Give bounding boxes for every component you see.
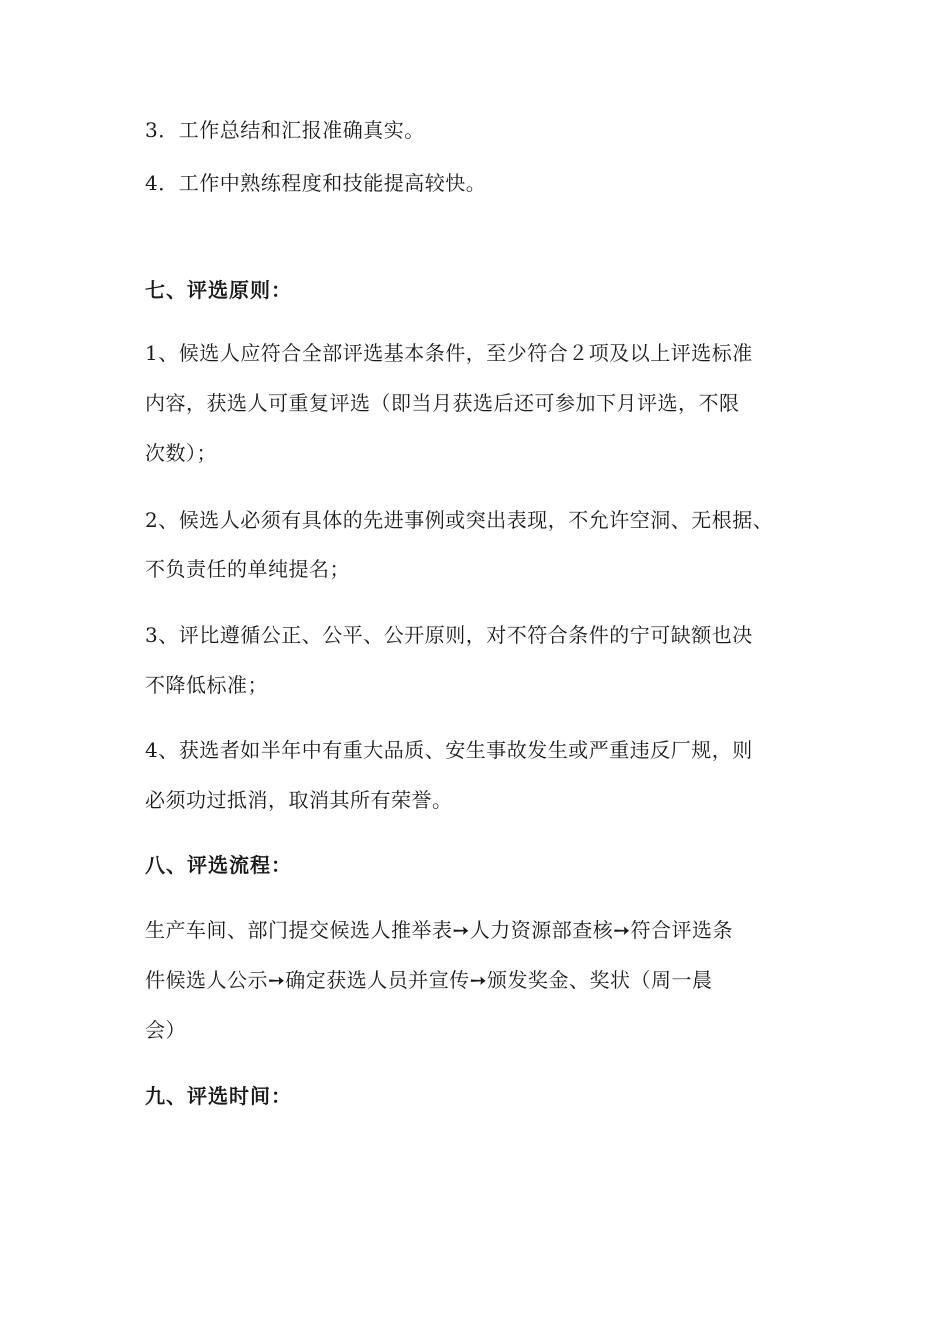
section-8-heading: 八、评选流程： xyxy=(145,853,292,877)
section-7-p4-line2: 必须功过抵消，取消其所有荣誉。 xyxy=(145,788,453,812)
section-7-p1-line3: 次数）； xyxy=(145,441,217,465)
section-7-heading: 七、评选原则： xyxy=(145,278,292,302)
section-7-p2-line2: 不负责任的单纯提名； xyxy=(145,557,350,581)
section-9-heading: 九、评选时间： xyxy=(145,1084,292,1108)
section-7-p1-line2: 内容，获选人可重复评选（即当月获选后还可参加下月评选，不限 xyxy=(145,391,740,415)
section-8-p1-line1: 生产车间、部门提交候选人推举表➙人力资源部查核➙符合评选条 xyxy=(145,918,734,942)
section-7-p4-line1: 4、获选者如半年中有重大品质、安生事故发生或严重违反厂规，则 xyxy=(145,738,753,762)
section-7-p1-line1: 1、候选人应符合全部评选基本条件，至少符合２项及以上评选标准 xyxy=(145,341,753,365)
item-3: 3．工作总结和汇报准确真实。 xyxy=(145,118,425,142)
section-8-p1-line3: 会） xyxy=(145,1018,186,1042)
section-7-p3-line1: 3、评比遵循公正、公平、公开原则，对不符合条件的宁可缺额也决 xyxy=(145,623,753,647)
section-7-p2-line1: 2、候选人必须有具体的先进事例或突出表现，不允许空洞、无根据、 xyxy=(145,508,774,532)
section-7-p3-line2: 不降低标准； xyxy=(145,673,268,697)
item-4: 4．工作中熟练程度和技能提高较快。 xyxy=(145,171,487,195)
section-8-p1-line2: 件候选人公示➙确定获选人员并宣传➙颁发奖金、奖状（周一晨 xyxy=(145,968,713,992)
